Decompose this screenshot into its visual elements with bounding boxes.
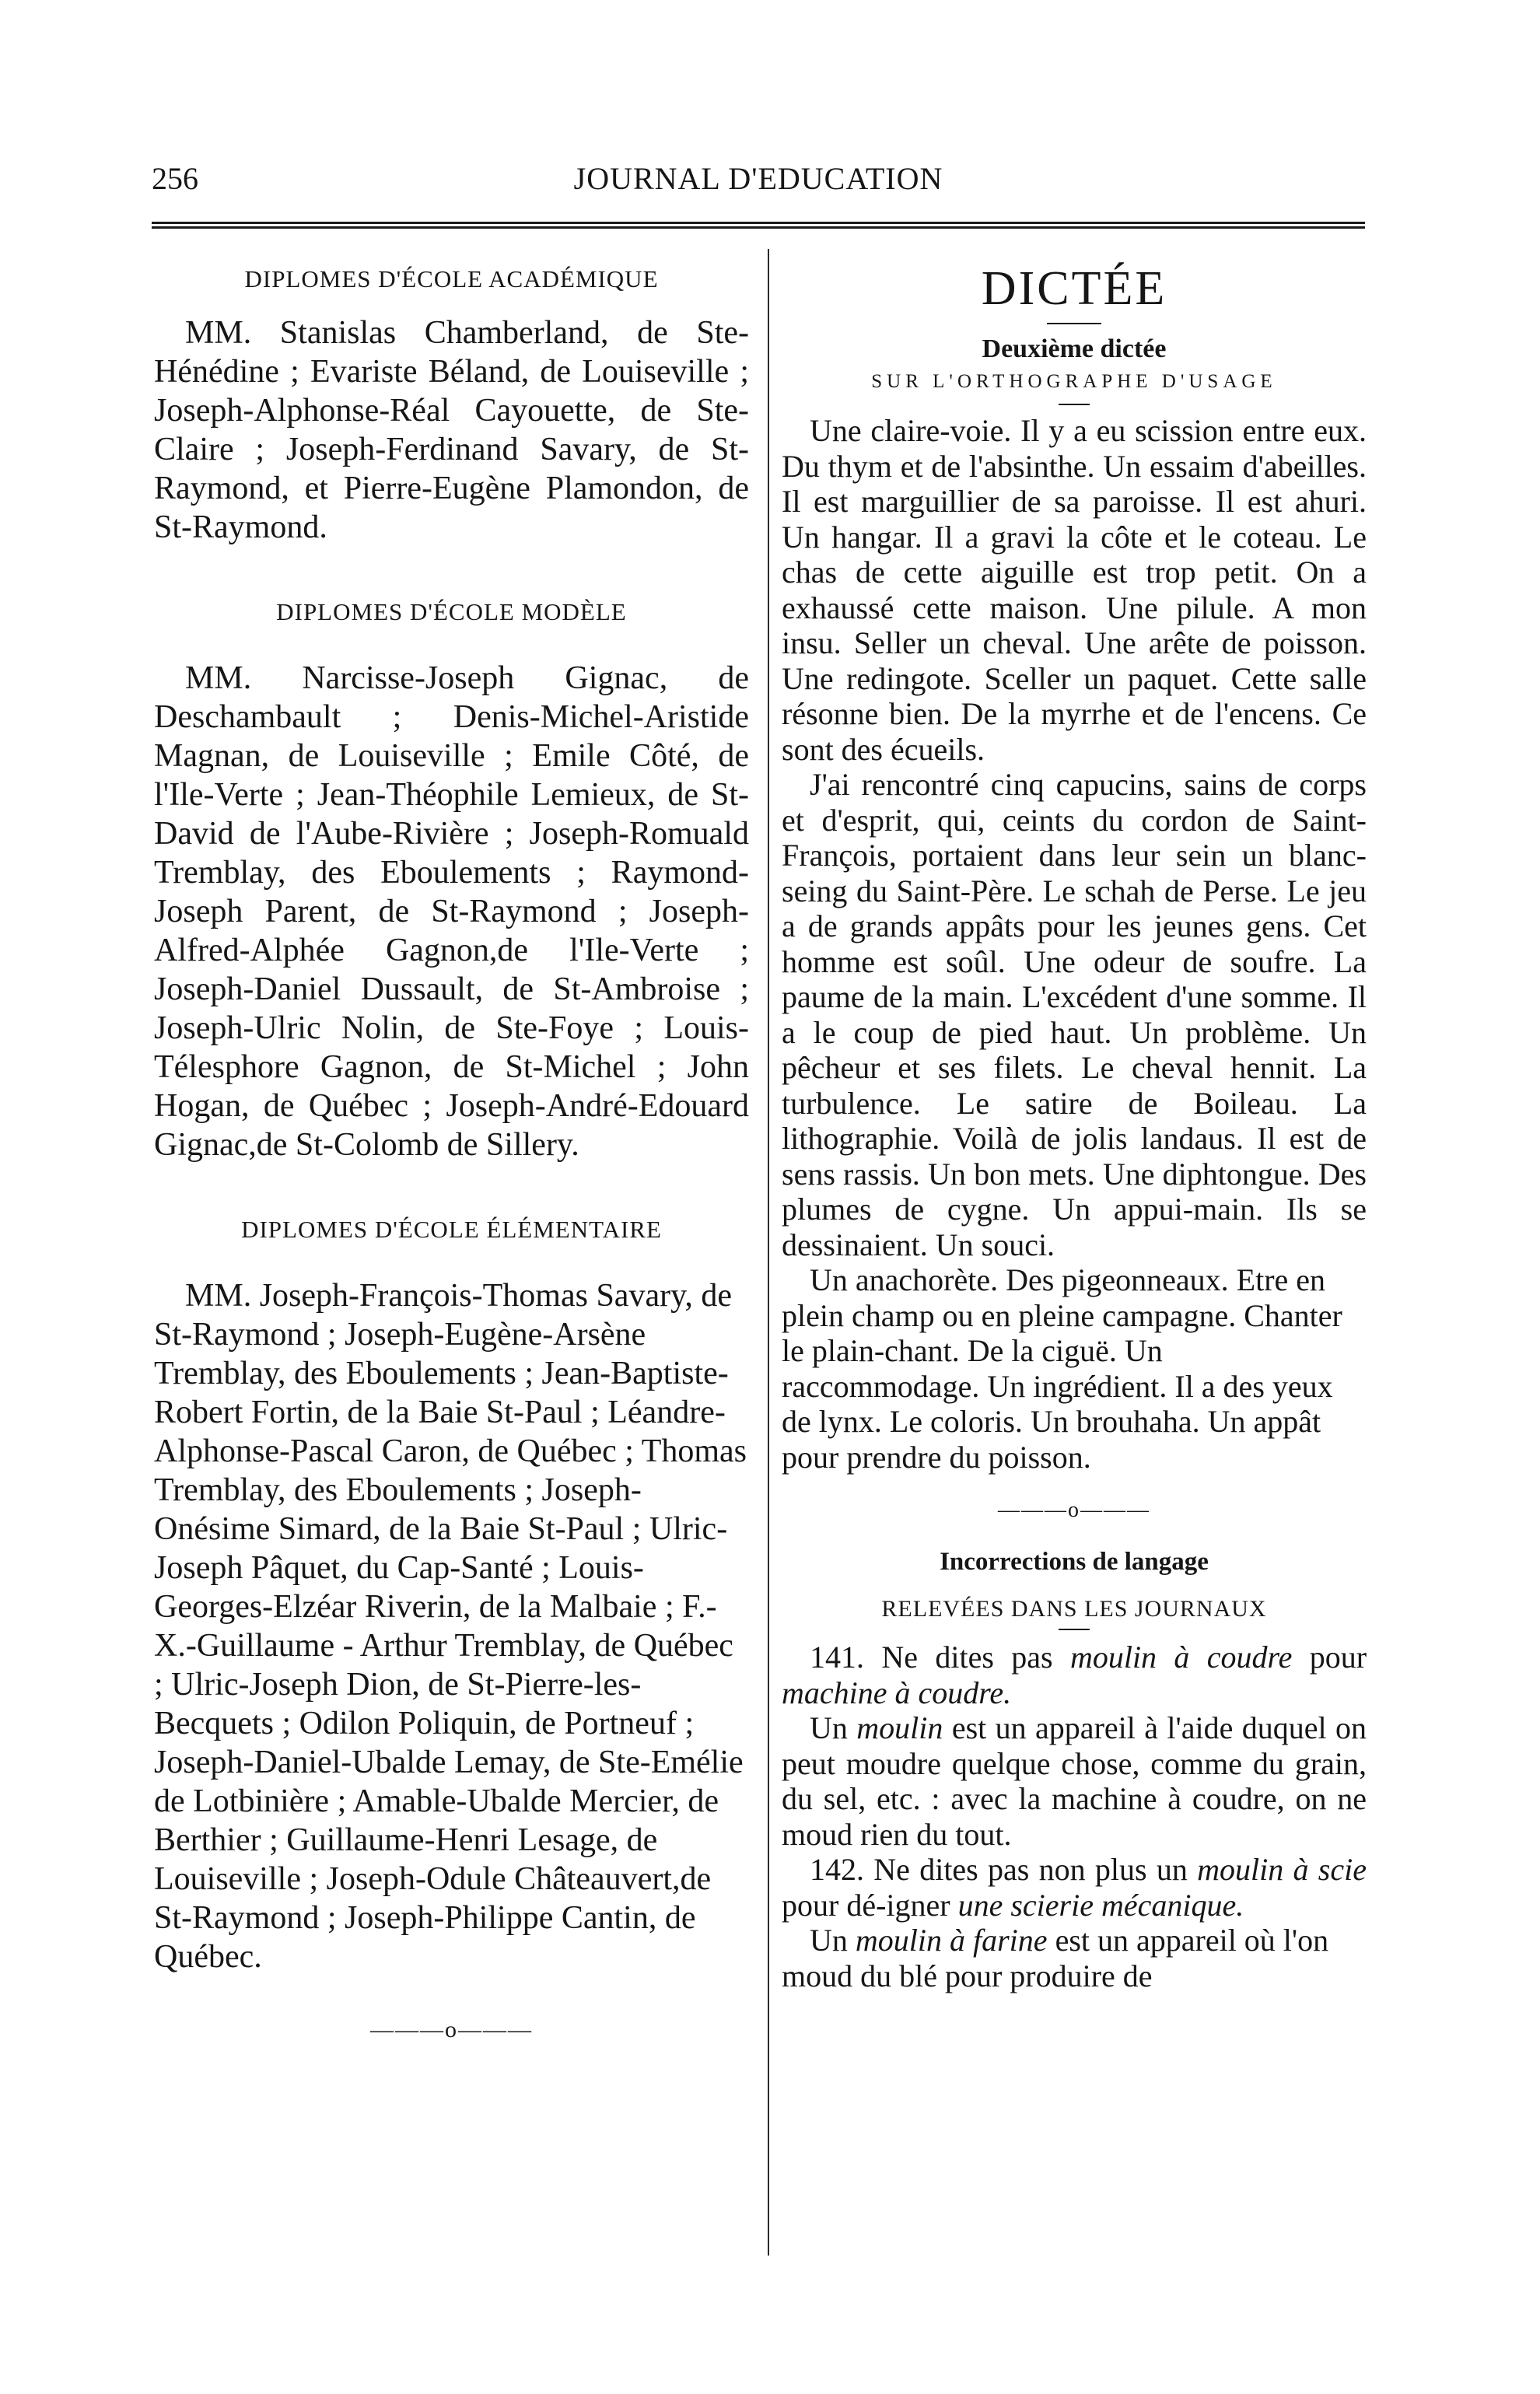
dictee-paragraph-2: J'ai rencontré cinq capucins, sains de corps et d'esprit, qui, ceints du cordon de Saint-François, portaient dans leur sein un blanc-seing du Saint-Père. Le schah de Perse. Le jeu a de grands appâts pour les jeunes gens. Cet homme est soûl. Une odeur de soufre. La paume de la main. L'excédent d'une somme. Il a le coup de pied haut. Un problème. Un pêcheur et ses filets. Le cheval hennit. La turbulence. Le satire de Boileau. La lithographie. Voilà de jolis landaus. Il est de sens rassis. Un bon mets. Une diphtongue. Des plumes de cygne. Un appui-main. Ils se dessinaient. Un souci. [782, 767, 1367, 1262]
incorrections-short-rule [1059, 1629, 1090, 1630]
page-number: 256 [152, 161, 198, 196]
para-term: moulin [856, 1710, 943, 1745]
dictee-paragraph-3: Un anachorète. Des pigeonneaux. Etre en plein champ ou en pleine campagne. Chanter le plain-chant. De la ciguë. Un raccommodage. Un ingrédient. Il a des yeux de lynx. Le coloris. Un brouhaha. Un appât pour prendre du poisson. [782, 1262, 1342, 1475]
dictee-subtitle: Deuxième dictée [982, 334, 1167, 363]
right-separator: ———o——— [998, 1498, 1150, 1522]
section-heading-model: DIPLOMES D'ÉCOLE MODÈLE [276, 598, 627, 625]
title-short-rule [1047, 323, 1101, 324]
entry-142 [782, 1852, 1367, 1923]
entry-141 [782, 1640, 1367, 1710]
academic-diplomas-text: MM. Stanislas Chamberland, de Ste-Hénédine ; Evariste Béland, de Louiseville ; Joseph-Alphonse-Réal Cayouette, de Ste-Claire ; Joseph-Ferdinand Savary, de St-Raymond, et Pierre-Eugène Plamondon, de St-Raymond. [154, 315, 749, 545]
dictee-paragraph-1: Une claire-voie. Il y a eu scission entre eux. Du thym et de l'absinthe. Un essaim d'abeilles. Il est marguillier de sa paroisse. Il est ahuri. Un hangar. Il a gravi la côte et le coteau. Le chas de cette aiguille est trop petit. On a exhaussé cette maison. Une pilule. A mon insu. Seller un cheval. Une arête de poisson. Une redingote. Sceller un paquet. Cette salle résonne bien. De la myrrhe et de l'encens. Ce sont des écueils. [782, 413, 1367, 767]
dictee-subheading: SUR L'ORTHOGRAPHE D'USAGE [871, 371, 1277, 392]
entry-lead: Ne dites pas non plus un [873, 1852, 1188, 1887]
entry-term-replacement: machine à coudre. [782, 1675, 1012, 1710]
entry-number: 141. [810, 1640, 864, 1675]
para-term: moulin à farine [855, 1923, 1048, 1958]
entry-142-explanation [782, 1923, 1367, 1993]
left-closing-mark: ———o——— [370, 2017, 533, 2042]
subheading-short-rule [1059, 404, 1090, 405]
section-heading-elementary: DIPLOMES D'ÉCOLE ÉLÉMENTAIRE [241, 1216, 662, 1243]
entry-mid: pour [1309, 1640, 1367, 1675]
entry-141-explanation [782, 1710, 1367, 1852]
left-column [154, 261, 749, 2043]
journal-title: JOURNAL D'EDUCATION [573, 161, 943, 196]
entry-mid: pour dé-igner [782, 1887, 950, 1923]
incorrections-subtitle: RELEVÉES DANS LES JOURNAUX [881, 1596, 1267, 1622]
para-text: est un appareil à l'aide duquel on peut moudre quelque chose, comme du grain, du sel, etc. : avec la machine à coudre, on ne moud rien du tout. [782, 1710, 1367, 1852]
para-start: Un [810, 1923, 848, 1958]
entry-lead: Ne dites pas [881, 1640, 1053, 1675]
entry-term: moulin à coudre [1069, 1640, 1293, 1675]
para-text: est un appareil où l'on moud du blé pour produire de [782, 1923, 1329, 1993]
para-start: Un [810, 1710, 848, 1745]
dictee-title: DICTÉE [981, 262, 1167, 315]
right-column [782, 261, 1367, 1993]
entry-term-replacement: une scierie mécanique. [957, 1887, 1244, 1923]
model-diplomas-text: MM. Narcisse-Joseph Gignac, de Deschambault ; Denis-Michel-Aristide Magnan, de Louiseville ; Emile Côté, de l'Ile-Verte ; Jean-Théophile Lemieux, de St-David de l'Aube-Rivière ; Joseph-Romuald Tremblay, des Eboulements ; Raymond-Joseph Parent, de St-Raymond ; Joseph-Alfred-Alphée Gagnon,de l'Ile-Verte ; Joseph-Daniel Dussault, de St-Ambroise ; Joseph-Ulric Nolin, de Ste-Foye ; Louis-Télesphore Gagnon, de St-Michel ; John Hogan, de Québec ; Joseph-André-Edouard Gignac,de St-Colomb de Sillery. [154, 660, 749, 1163]
running-head [152, 156, 1365, 202]
entry-term: moulin à scie [1197, 1852, 1367, 1887]
column-divider [768, 249, 769, 2256]
header-double-rule [152, 222, 1365, 229]
elementary-diplomas-text: MM. Joseph-François-Thomas Savary, de St-Raymond ; Joseph-Eugène-Arsène Tremblay, des Eboulements ; Jean-Baptiste-Robert Fortin, de la Baie St-Paul ; Léandre-Alphonse-Pascal Caron, de Québec ; Thomas Tremblay, des Eboulements ; Joseph-Onésime Simard, de la Baie St-Paul ; Ulric-Joseph Pâquet, du Cap-Santé ; Louis-Georges-Elzéar Riverin, de la Malbaie ; F.-X.-Guillaume - Arthur Tremblay, de Québec ; Ulric-Joseph Dion, de St-Pierre-les-Becquets ; Odilon Poliquin, de Portneuf ; Joseph-Daniel-Ubalde Lemay, de Ste-Emélie de Lotbinière ; Amable-Ubalde Mercier, de Berthier ; Guillaume-Henri Lesage, de Louiseville ; Joseph-Odule Châteauvert,de St-Raymond ; Joseph-Philippe Cantin, de Québec. [154, 1278, 747, 1975]
incorrections-title: Incorrections de langage [940, 1548, 1209, 1576]
entry-number: 142. [810, 1852, 864, 1887]
section-heading-academic: DIPLOMES D'ÉCOLE ACADÉMIQUE [244, 265, 659, 292]
